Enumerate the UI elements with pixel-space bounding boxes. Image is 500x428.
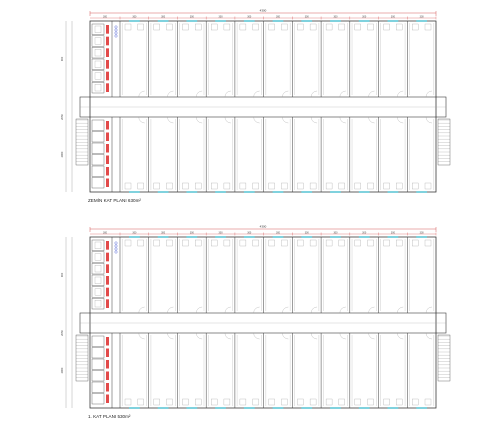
bed: [154, 183, 160, 189]
bed: [253, 183, 259, 189]
door-swing: [397, 91, 403, 97]
bed: [425, 183, 431, 189]
door-swing: [426, 91, 432, 97]
bed: [384, 399, 390, 405]
wc-fixture: [95, 38, 101, 45]
left-stair: [76, 335, 88, 381]
door-swing: [311, 307, 317, 313]
overall-dimension-label: 4300: [259, 8, 267, 13]
bed: [138, 183, 144, 189]
wc-door-marker: [106, 253, 109, 262]
wc-cell: [92, 287, 104, 298]
bed: [269, 240, 275, 246]
bed: [138, 399, 144, 405]
bed: [326, 24, 332, 30]
door-swing: [167, 333, 173, 339]
vertical-dimension-label: 2050: [61, 114, 64, 120]
sink-fixture: [115, 32, 117, 34]
bed: [154, 24, 160, 30]
bed: [154, 240, 160, 246]
shower-cell: [92, 178, 104, 189]
wc-fixture: [95, 26, 101, 33]
bed: [412, 240, 418, 246]
wc-cell: [92, 298, 104, 309]
bay-dimension-label: 300: [304, 231, 309, 235]
bed: [125, 240, 131, 246]
door-swing: [225, 333, 231, 339]
bay-dimension-label: 300: [419, 231, 424, 235]
bed: [224, 240, 230, 246]
shower-door-marker: [106, 167, 109, 176]
wc-cell: [92, 82, 104, 93]
door-swing: [311, 91, 317, 97]
door-swing: [254, 91, 260, 97]
bed: [396, 240, 402, 246]
sink-fixture: [115, 242, 117, 244]
shower-door-marker: [106, 144, 109, 153]
shower-door-marker: [106, 349, 109, 358]
bed: [355, 24, 361, 30]
door-swing: [282, 117, 288, 123]
wc-door-marker: [106, 48, 109, 57]
bed: [339, 183, 345, 189]
door-swing: [369, 307, 375, 313]
bay-dimension-label: 300: [390, 15, 395, 19]
wc-door-marker: [106, 72, 109, 81]
shower-cell: [92, 166, 104, 177]
bed: [240, 183, 246, 189]
bed: [138, 240, 144, 246]
bed: [281, 183, 287, 189]
door-swing: [225, 91, 231, 97]
bed: [154, 399, 160, 405]
bed: [269, 183, 275, 189]
wc-fixture: [95, 73, 101, 80]
bay-dimension-label: 300: [189, 15, 194, 19]
vertical-dimension-label: 900: [61, 272, 64, 278]
bed: [166, 183, 172, 189]
bay-dimension-label: 300: [390, 231, 395, 235]
ground-floor-plan: [60, 9, 450, 193]
wc-door-marker: [106, 60, 109, 69]
shower-door-marker: [106, 383, 109, 392]
shower-cell: [92, 359, 104, 370]
bed: [211, 399, 217, 405]
door-swing: [167, 307, 173, 313]
bed: [224, 399, 230, 405]
bed: [310, 24, 316, 30]
bed: [326, 399, 332, 405]
door-swing: [397, 307, 403, 313]
bed: [355, 183, 361, 189]
door-swing: [225, 117, 231, 123]
bed: [396, 399, 402, 405]
door-swing: [139, 333, 145, 339]
vertical-dimension-label: 2050: [61, 330, 64, 336]
bed: [224, 24, 230, 30]
bay-dimension-label: 300: [161, 231, 166, 235]
door-swing: [426, 117, 432, 123]
sink-fixture: [115, 248, 117, 250]
bed: [368, 183, 374, 189]
first-floor-plan: [60, 225, 450, 409]
bed: [224, 183, 230, 189]
wc-cell: [92, 71, 104, 82]
bed: [125, 24, 131, 30]
sink-fixture: [115, 29, 117, 31]
shower-cell: [92, 382, 104, 393]
door-swing: [254, 333, 260, 339]
overall-dimension-label: 4300: [259, 224, 267, 229]
bed: [412, 399, 418, 405]
left-stair: [76, 119, 88, 165]
vertical-dimension-label: 900: [61, 56, 64, 62]
shower-cell: [92, 120, 104, 131]
bed: [166, 24, 172, 30]
sink-fixture: [115, 245, 117, 247]
right-stair: [438, 335, 450, 381]
bay-dimension-label: 300: [218, 231, 223, 235]
door-swing: [167, 91, 173, 97]
bed: [182, 183, 188, 189]
door-swing: [196, 307, 202, 313]
bed: [240, 240, 246, 246]
bed: [339, 399, 345, 405]
wc-door-marker: [106, 276, 109, 285]
door-swing: [311, 333, 317, 339]
door-swing: [139, 91, 145, 97]
wc-cell: [92, 59, 104, 70]
bed: [253, 399, 259, 405]
bed: [211, 240, 217, 246]
door-swing: [254, 307, 260, 313]
wc-fixture: [95, 49, 101, 56]
bed: [253, 240, 259, 246]
bed: [368, 399, 374, 405]
bay-dimension-label: 300: [218, 15, 223, 19]
bed: [396, 183, 402, 189]
bay-dimension-label: 300: [132, 15, 137, 19]
bay-dimension-label: 300: [247, 15, 252, 19]
bed: [166, 240, 172, 246]
sink-fixture: [115, 251, 117, 253]
door-swing: [282, 333, 288, 339]
bed: [182, 240, 188, 246]
bay-dimension-label: 300: [419, 15, 424, 19]
wc-fixture: [95, 254, 101, 261]
wc-fixture: [95, 289, 101, 296]
wc-fixture: [95, 277, 101, 284]
door-swing: [397, 333, 403, 339]
door-swing: [225, 307, 231, 313]
bed: [355, 399, 361, 405]
door-swing: [254, 117, 260, 123]
wc-door-marker: [106, 25, 109, 34]
bed: [138, 24, 144, 30]
bed: [281, 240, 287, 246]
bed: [166, 399, 172, 405]
bed: [384, 240, 390, 246]
bed: [211, 24, 217, 30]
building-outline: [90, 237, 436, 408]
bed: [297, 24, 303, 30]
wc-fixture: [95, 61, 101, 68]
shower-door-marker: [106, 360, 109, 369]
bay-dimension-label: 300: [362, 15, 367, 19]
door-swing: [369, 91, 375, 97]
vertical-dimension-label: 2960: [61, 151, 64, 158]
bed: [384, 183, 390, 189]
shower-cell: [92, 394, 104, 405]
bay-dimension-label: 300: [161, 15, 166, 19]
door-swing: [397, 117, 403, 123]
wc-cell: [92, 275, 104, 286]
bed: [310, 183, 316, 189]
bed: [326, 183, 332, 189]
door-swing: [167, 117, 173, 123]
bay-dimension-label: 300: [333, 15, 338, 19]
door-swing: [282, 307, 288, 313]
bay-dimension-label: 300: [189, 231, 194, 235]
wc-door-marker: [106, 264, 109, 273]
bed: [297, 240, 303, 246]
bed: [425, 240, 431, 246]
bed: [326, 240, 332, 246]
door-swing: [426, 333, 432, 339]
wc-door-marker: [106, 299, 109, 308]
shower-cell: [92, 348, 104, 359]
door-swing: [139, 307, 145, 313]
bed: [182, 399, 188, 405]
bed: [310, 399, 316, 405]
shower-door-marker: [106, 133, 109, 142]
ground-floor-caption: ZEMİN KAT PLANI 630m²: [88, 198, 141, 203]
wc-door-marker: [106, 83, 109, 92]
wc-cell: [92, 263, 104, 274]
bed: [195, 183, 201, 189]
bed: [269, 399, 275, 405]
shower-door-marker: [106, 121, 109, 130]
wc-fixture: [95, 84, 101, 91]
door-swing: [340, 333, 346, 339]
bed: [368, 240, 374, 246]
door-swing: [426, 307, 432, 313]
wc-cell: [92, 36, 104, 47]
bed: [195, 240, 201, 246]
bed: [211, 183, 217, 189]
bay-dimension-label: 300: [276, 231, 280, 235]
sink-fixture: [115, 26, 117, 28]
bed: [125, 183, 131, 189]
door-swing: [369, 117, 375, 123]
bed: [125, 399, 131, 405]
wc-door-marker: [106, 288, 109, 297]
shower-cell: [92, 143, 104, 154]
bay-dimension-label: 300: [304, 15, 309, 19]
wc-fixture: [95, 300, 101, 307]
bay-dimension-label: 300: [247, 231, 252, 235]
door-swing: [340, 117, 346, 123]
door-swing: [311, 117, 317, 123]
wc-fixture: [95, 242, 101, 249]
bed: [339, 240, 345, 246]
bay-dimension-label: 300: [132, 231, 137, 235]
bay-dimension-label: 300: [362, 231, 367, 235]
bed: [384, 24, 390, 30]
bay-dimension-label: 300: [103, 231, 107, 235]
bed: [425, 24, 431, 30]
shower-door-marker: [106, 395, 109, 404]
building-outline: [90, 21, 436, 192]
bed: [412, 24, 418, 30]
wc-cell: [92, 24, 104, 35]
bed: [195, 24, 201, 30]
bed: [297, 183, 303, 189]
wc-cell: [92, 252, 104, 263]
door-swing: [369, 333, 375, 339]
bed: [396, 24, 402, 30]
bed: [425, 399, 431, 405]
door-swing: [196, 333, 202, 339]
bed: [297, 399, 303, 405]
shower-door-marker: [106, 156, 109, 165]
shower-cell: [92, 371, 104, 382]
bed: [281, 24, 287, 30]
shower-cell: [92, 132, 104, 143]
bay-dimension-label: 300: [276, 15, 280, 19]
first-floor-caption: 1. KAT PLANI 530m²: [88, 414, 131, 419]
bed: [368, 24, 374, 30]
bed: [253, 24, 259, 30]
door-swing: [139, 117, 145, 123]
wc-door-marker: [106, 241, 109, 250]
vertical-dimension-label: 2960: [61, 367, 64, 374]
right-stair: [438, 119, 450, 165]
bay-dimension-label: 300: [103, 15, 107, 19]
door-swing: [340, 307, 346, 313]
wc-fixture: [95, 265, 101, 272]
wc-cell: [92, 47, 104, 58]
shower-door-marker: [106, 337, 109, 346]
door-swing: [282, 91, 288, 97]
bed: [310, 240, 316, 246]
door-swing: [196, 117, 202, 123]
bed: [339, 24, 345, 30]
bed: [412, 183, 418, 189]
wc-cell: [92, 240, 104, 251]
bay-dimension-label: 300: [333, 231, 338, 235]
bed: [240, 24, 246, 30]
shower-door-marker: [106, 179, 109, 188]
shower-cell: [92, 155, 104, 166]
bed: [269, 24, 275, 30]
bed: [182, 24, 188, 30]
door-swing: [340, 91, 346, 97]
shower-door-marker: [106, 372, 109, 381]
shower-cell: [92, 336, 104, 347]
bed: [195, 399, 201, 405]
bed: [240, 399, 246, 405]
wc-door-marker: [106, 37, 109, 46]
bed: [355, 240, 361, 246]
door-swing: [196, 91, 202, 97]
bed: [281, 399, 287, 405]
sink-fixture: [115, 35, 117, 37]
